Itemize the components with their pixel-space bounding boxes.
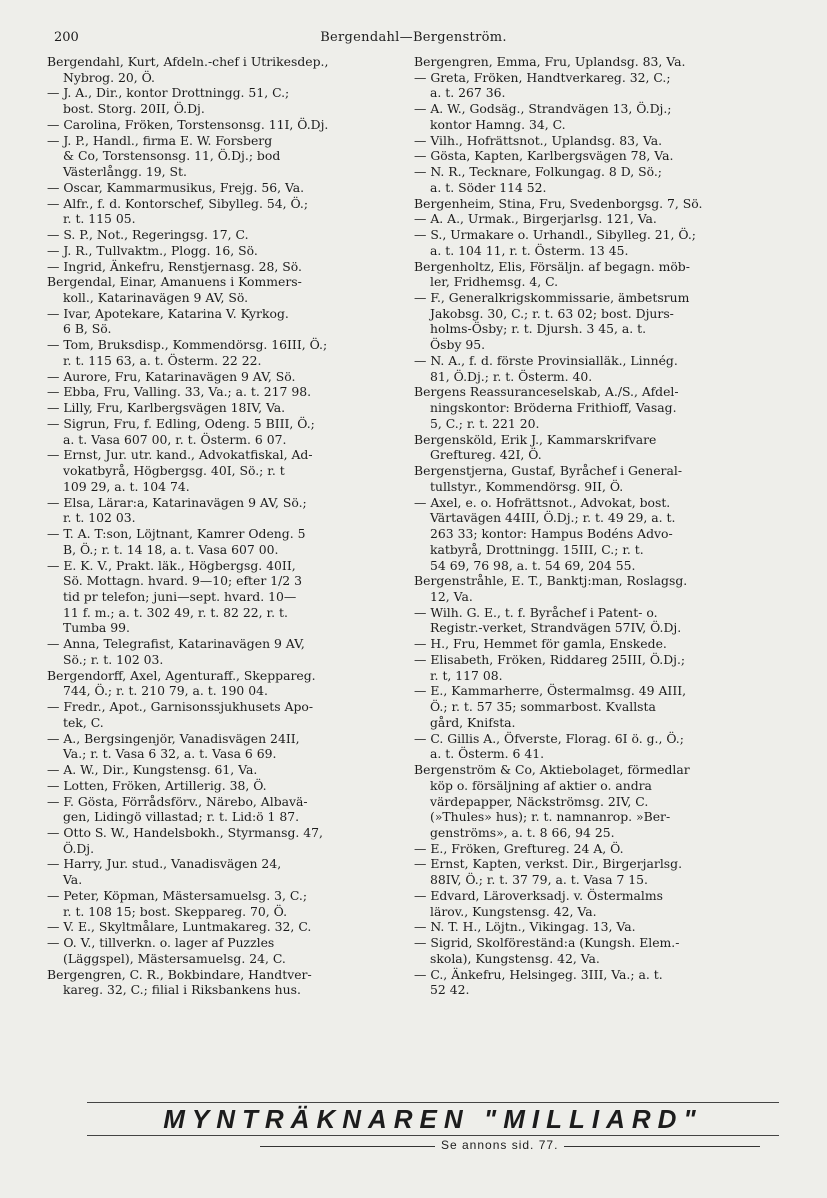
- directory-line: — Elisabeth, Fröken, Riddareg 25III, Ö.Dj.;: [414, 651, 686, 667]
- left-column: [47, 54, 413, 998]
- directory-line: — Aurore, Fru, Katarinavägen 9 AV, Sö.: [47, 368, 296, 384]
- directory-line: Bergendorff, Axel, Agenturaff., Skeppareg.: [47, 667, 316, 683]
- advertisement-banner: [87, 1102, 779, 1136]
- directory-line: — C., Änkefru, Helsingeg. 3III, Va.; a. t.: [414, 966, 663, 982]
- directory-line: Bergendal, Einar, Amanuens i Kommers-: [47, 274, 302, 290]
- directory-line: r. t. 115 05.: [63, 211, 136, 227]
- directory-line: — Ebba, Fru, Valling. 33, Va.; a. t. 217 98.: [47, 384, 312, 400]
- directory-line: — Ivar, Apotekare, Katarina V. Kyrkog.: [47, 305, 289, 321]
- directory-line: Bergendahl, Kurt, Afdeln.-chef i Utrikesdep.,: [47, 54, 329, 69]
- running-title: Bergendahl—Bergenström.: [320, 30, 507, 45]
- directory-line: Sö.; r. t. 102 03.: [63, 651, 164, 667]
- directory-line: katbyrå, Drottningg. 15III, C.; r. t.: [430, 541, 644, 557]
- directory-line: — T. A. T:son, Löjtnant, Kamrer Odeng. 5: [47, 526, 306, 542]
- directory-line: — F. Gösta, Förrådsförv., Närebo, Albavä-: [47, 793, 308, 809]
- advertisement-subtitle: Se annons sid. 77.: [435, 1138, 564, 1152]
- directory-line: 109 29, a. t. 104 74.: [63, 478, 190, 494]
- directory-line: — C. Gillis A., Öfverste, Florag. 6I ö. g., Ö.;: [414, 730, 684, 746]
- directory-line: skola), Kungstensg. 42, Va.: [430, 950, 600, 966]
- directory-line: a. t. Vasa 607 00, r. t. Österm. 6 07.: [63, 431, 287, 447]
- directory-line: — Sigrid, Skolföreständ:a (Kungsh. Elem.-: [414, 935, 680, 951]
- directory-line: — F., Generalkrigskommissarie, ämbetsrum: [414, 290, 690, 306]
- directory-line: a. t. Söder 114 52.: [430, 179, 547, 195]
- page-header: [0, 30, 827, 50]
- directory-line: värdepapper, Näckströmsg. 2IV, C.: [430, 793, 649, 809]
- directory-line: r. t. 115 63, a. t. Österm. 22 22.: [63, 352, 262, 368]
- directory-line: B, Ö.; r. t. 14 18, a. t. Vasa 607 00.: [63, 541, 279, 557]
- rule-left: [260, 1146, 440, 1147]
- directory-line: Registr.-verket, Strandvägen 57IV, Ö.Dj.: [430, 620, 682, 636]
- directory-line: — Ingrid, Änkefru, Renstjernasg. 28, Sö.: [47, 258, 302, 274]
- directory-line: bost. Storg. 20II, Ö.Dj.: [63, 101, 205, 117]
- directory-line: a. t. Österm. 6 41.: [430, 746, 545, 762]
- directory-line: — A., Bergsingenjör, Vanadisvägen 24II,: [47, 730, 300, 746]
- directory-line: Värtavägen 44III, Ö.Dj.; r. t. 49 29, a. t.: [430, 510, 676, 526]
- directory-line: (»Thules» hus); r. t. namnanrop. »Ber-: [430, 809, 671, 825]
- directory-line: — J. R., Tullvaktm., Plogg. 16, Sö.: [47, 242, 258, 258]
- directory-line: lärov., Kungstensg. 42, Va.: [430, 903, 597, 919]
- directory-line: koll., Katarinavägen 9 AV, Sö.: [63, 290, 249, 306]
- directory-line: — Fredr., Apot., Garnisonssjukhusets Apo-: [47, 699, 314, 715]
- directory-line: 52 42.: [430, 982, 470, 998]
- directory-line: — J. A., Dir., kontor Drottningg. 51, C.;: [47, 85, 290, 101]
- directory-line: Tumba 99.: [63, 620, 130, 636]
- directory-line: 88IV, Ö.; r. t. 37 79, a. t. Vasa 7 15.: [430, 872, 648, 888]
- directory-line: 6 B, Sö.: [63, 321, 112, 337]
- directory-line: 12, Va.: [430, 588, 473, 604]
- directory-line: — J. P., Handl., firma E. W. Forsberg: [47, 132, 273, 148]
- directory-line: — O. V., tillverkn. o. lager af Puzzles: [47, 935, 275, 951]
- directory-line: 54 69, 76 98, a. t. 54 69, 204 55.: [430, 557, 636, 573]
- directory-line: — Tom, Bruksdisp., Kommendörsg. 16III, Ö.;: [47, 337, 328, 353]
- directory-line: gård, Knifsta.: [430, 714, 516, 730]
- rule-right: [560, 1146, 760, 1147]
- directory-line: — Carolina, Fröken, Torstensonsg. 11I, Ö.Dj.: [47, 116, 329, 132]
- directory-line: 11 f. m.; a. t. 302 49, r. t. 82 22, r. t.: [63, 604, 288, 620]
- directory-line: 81, Ö.Dj.; r. t. Österm. 40.: [430, 368, 593, 384]
- directory-line: — S., Urmakare o. Urhandl., Sibylleg. 21, Ö.;: [414, 227, 696, 243]
- directory-line: Bergenström & Co, Aktiebolaget, förmedlar: [414, 762, 690, 778]
- directory-line: — Oscar, Kammarmusikus, Frejg. 56, Va.: [47, 179, 305, 195]
- directory-line: — E., Kammarherre, Östermalmsg. 49 AIII,: [414, 683, 687, 699]
- directory-line: — Ernst, Kapten, verkst. Dir., Birgerjarlsg.: [414, 856, 683, 872]
- directory-line: r. t. 108 15; bost. Skeppareg. 70, Ö.: [63, 903, 288, 919]
- directory-line: — Lilly, Fru, Karlbergsvägen 18IV, Va.: [47, 400, 286, 416]
- directory-line: kontor Hamng. 34, C.: [430, 116, 566, 132]
- directory-line: — Axel, e. o. Hofrättsnot., Advokat, bost.: [414, 494, 671, 510]
- directory-line: a. t. 267 36.: [430, 85, 506, 101]
- directory-line: holms-Ösby; r. t. Djursh. 3 45, a. t.: [430, 321, 647, 337]
- directory-line: & Co, Torstensonsg. 11, Ö.Dj.; bod: [63, 148, 281, 164]
- directory-line: 5, C.; r. t. 221 20.: [430, 415, 540, 431]
- directory-line: — Vilh., Hofrättsnot., Uplandsg. 83, Va.: [414, 132, 663, 148]
- directory-line: Ö.Dj.: [63, 840, 95, 856]
- advertisement-title: MYNTRÄKNAREN "MILLIARD": [163, 1104, 703, 1134]
- directory-line: — Gösta, Kapten, Karlbergsvägen 78, Va.: [414, 148, 674, 164]
- directory-line: — V. E., Skyltmålare, Luntmakareg. 32, C.: [47, 919, 312, 935]
- directory-line: Bergenstjerna, Gustaf, Byråchef i General-: [414, 463, 683, 479]
- directory-line: ningskontor: Bröderna Frithioff, Vasag.: [430, 400, 677, 416]
- directory-line: — Ernst, Jur. utr. kand., Advokatfiskal, Ad-: [47, 447, 313, 463]
- directory-line: — Greta, Fröken, Handtverkareg. 32, C.;: [414, 69, 671, 85]
- directory-line: — S. P., Not., Regeringsg. 17, C.: [47, 227, 249, 243]
- directory-line: Jakobsg. 30, C.; r. t. 63 02; bost. Djurs-: [430, 305, 674, 321]
- directory-line: Nybrog. 20, Ö.: [63, 69, 155, 85]
- directory-line: — A. A., Urmak., Birgerjarlsg. 121, Va.: [414, 211, 657, 227]
- directory-line: Ösby 95.: [430, 337, 486, 353]
- directory-line: — Peter, Köpman, Mästersamuelsg. 3, C.;: [47, 887, 308, 903]
- directory-line: — N. T. H., Löjtn., Vikingag. 13, Va.: [414, 919, 636, 935]
- advertisement-subtitle-row: [260, 1138, 760, 1154]
- directory-line: — Otto S. W., Handelsbokh., Styrmansg. 47,: [47, 824, 323, 840]
- directory-line: gen, Lidingö villastad; r. t. Lid:ö 1 87.: [63, 809, 300, 825]
- directory-line: — N. A., f. d. förste Provinsialläk., Linnég.: [414, 352, 678, 368]
- directory-line: — Elsa, Lärar:a, Katarinavägen 9 AV, Sö.;: [47, 494, 307, 510]
- directory-line: Va.; r. t. Vasa 6 32, a. t. Vasa 6 69.: [63, 746, 277, 762]
- directory-line: — Sigrun, Fru, f. Edling, Odeng. 5 BIII, Ö.;: [47, 415, 315, 431]
- directory-line: Bergensköld, Erik J., Kammarskrifvare: [414, 431, 657, 447]
- directory-line: Ö.; r. t. 57 35; sommarbost. Kvallsta: [430, 699, 656, 715]
- directory-line: Bergenstråhle, E. T., Banktj:man, Roslagsg.: [414, 573, 688, 589]
- directory-line: Västerlångg. 19, St.: [63, 164, 187, 180]
- directory-line: — Edvard, Läroverksadj. v. Östermalms: [414, 887, 663, 903]
- directory-line: — E. K. V., Prakt. läk., Högbergsg. 40II,: [47, 557, 296, 573]
- right-column: [414, 54, 786, 998]
- directory-line: — Harry, Jur. stud., Vanadisvägen 24,: [47, 856, 282, 872]
- directory-line: Greftureg. 42I, Ö.: [430, 447, 542, 463]
- directory-line: r. t, 117 08.: [430, 667, 503, 683]
- directory-line: — A. W., Dir., Kungstensg. 61, Va.: [47, 762, 258, 778]
- directory-line: — Alfr., f. d. Kontorschef, Sibylleg. 54, Ö.;: [47, 195, 309, 211]
- directory-line: Sö. Mottagn. hvard. 9—10; efter 1/2 3: [63, 573, 302, 589]
- directory-line: (Läggspel), Mästersamuelsg. 24, C.: [63, 950, 286, 966]
- page-number: 200: [54, 30, 79, 45]
- directory-line: r. t. 102 03.: [63, 510, 136, 526]
- directory-line: — N. R., Tecknare, Folkungag. 8 D, Sö.;: [414, 164, 662, 180]
- directory-line: vokatbyrå, Högbergsg. 40I, Sö.; r. t: [63, 463, 285, 479]
- directory-line: ler, Fridhemsg. 4, C.: [430, 274, 559, 290]
- directory-line: Bergenheim, Stina, Fru, Svedenborgsg. 7, Sö.: [414, 195, 703, 211]
- directory-line: — A. W., Godsäg., Strandvägen 13, Ö.Dj.;: [414, 101, 672, 117]
- directory-line: — H., Fru, Hemmet för gamla, Enskede.: [414, 636, 667, 652]
- directory-line: Bergengren, C. R., Bokbindare, Handtver-: [47, 966, 312, 982]
- directory-line: — E., Fröken, Greftureg. 24 A, Ö.: [414, 840, 624, 856]
- directory-line: Bergenholtz, Elis, Försäljn. af begagn. möb-: [414, 258, 690, 274]
- directory-line: tek, C.: [63, 714, 104, 730]
- directory-line: genströms», a. t. 8 66, 94 25.: [430, 824, 615, 840]
- directory-line: Va.: [63, 872, 83, 888]
- directory-line: tid pr telefon; juni—sept. hvard. 10—: [63, 588, 297, 604]
- directory-line: — Lotten, Fröken, Artillerig. 38, Ö.: [47, 777, 267, 793]
- directory-line: — Anna, Telegrafist, Katarinavägen 9 AV,: [47, 636, 305, 652]
- directory-line: tullstyr., Kommendörsg. 9II, Ö.: [430, 478, 624, 494]
- directory-line: a. t. 104 11, r. t. Österm. 13 45.: [430, 242, 629, 258]
- directory-line: Bergengren, Emma, Fru, Uplandsg. 83, Va.: [414, 54, 686, 69]
- directory-line: 263 33; kontor: Hampus Bodéns Advo-: [430, 526, 673, 542]
- directory-line: — Wilh. G. E., t. f. Byråchef i Patent- o.: [414, 604, 658, 620]
- directory-line: kareg. 32, C.; filial i Riksbankens hus.: [63, 982, 301, 998]
- directory-line: 744, Ö.; r. t. 210 79, a. t. 190 04.: [63, 683, 268, 699]
- directory-line: köp o. försäljning af aktier o. andra: [430, 777, 652, 793]
- directory-line: Bergens Reassuranceselskab, A./S., Afdel-: [414, 384, 679, 400]
